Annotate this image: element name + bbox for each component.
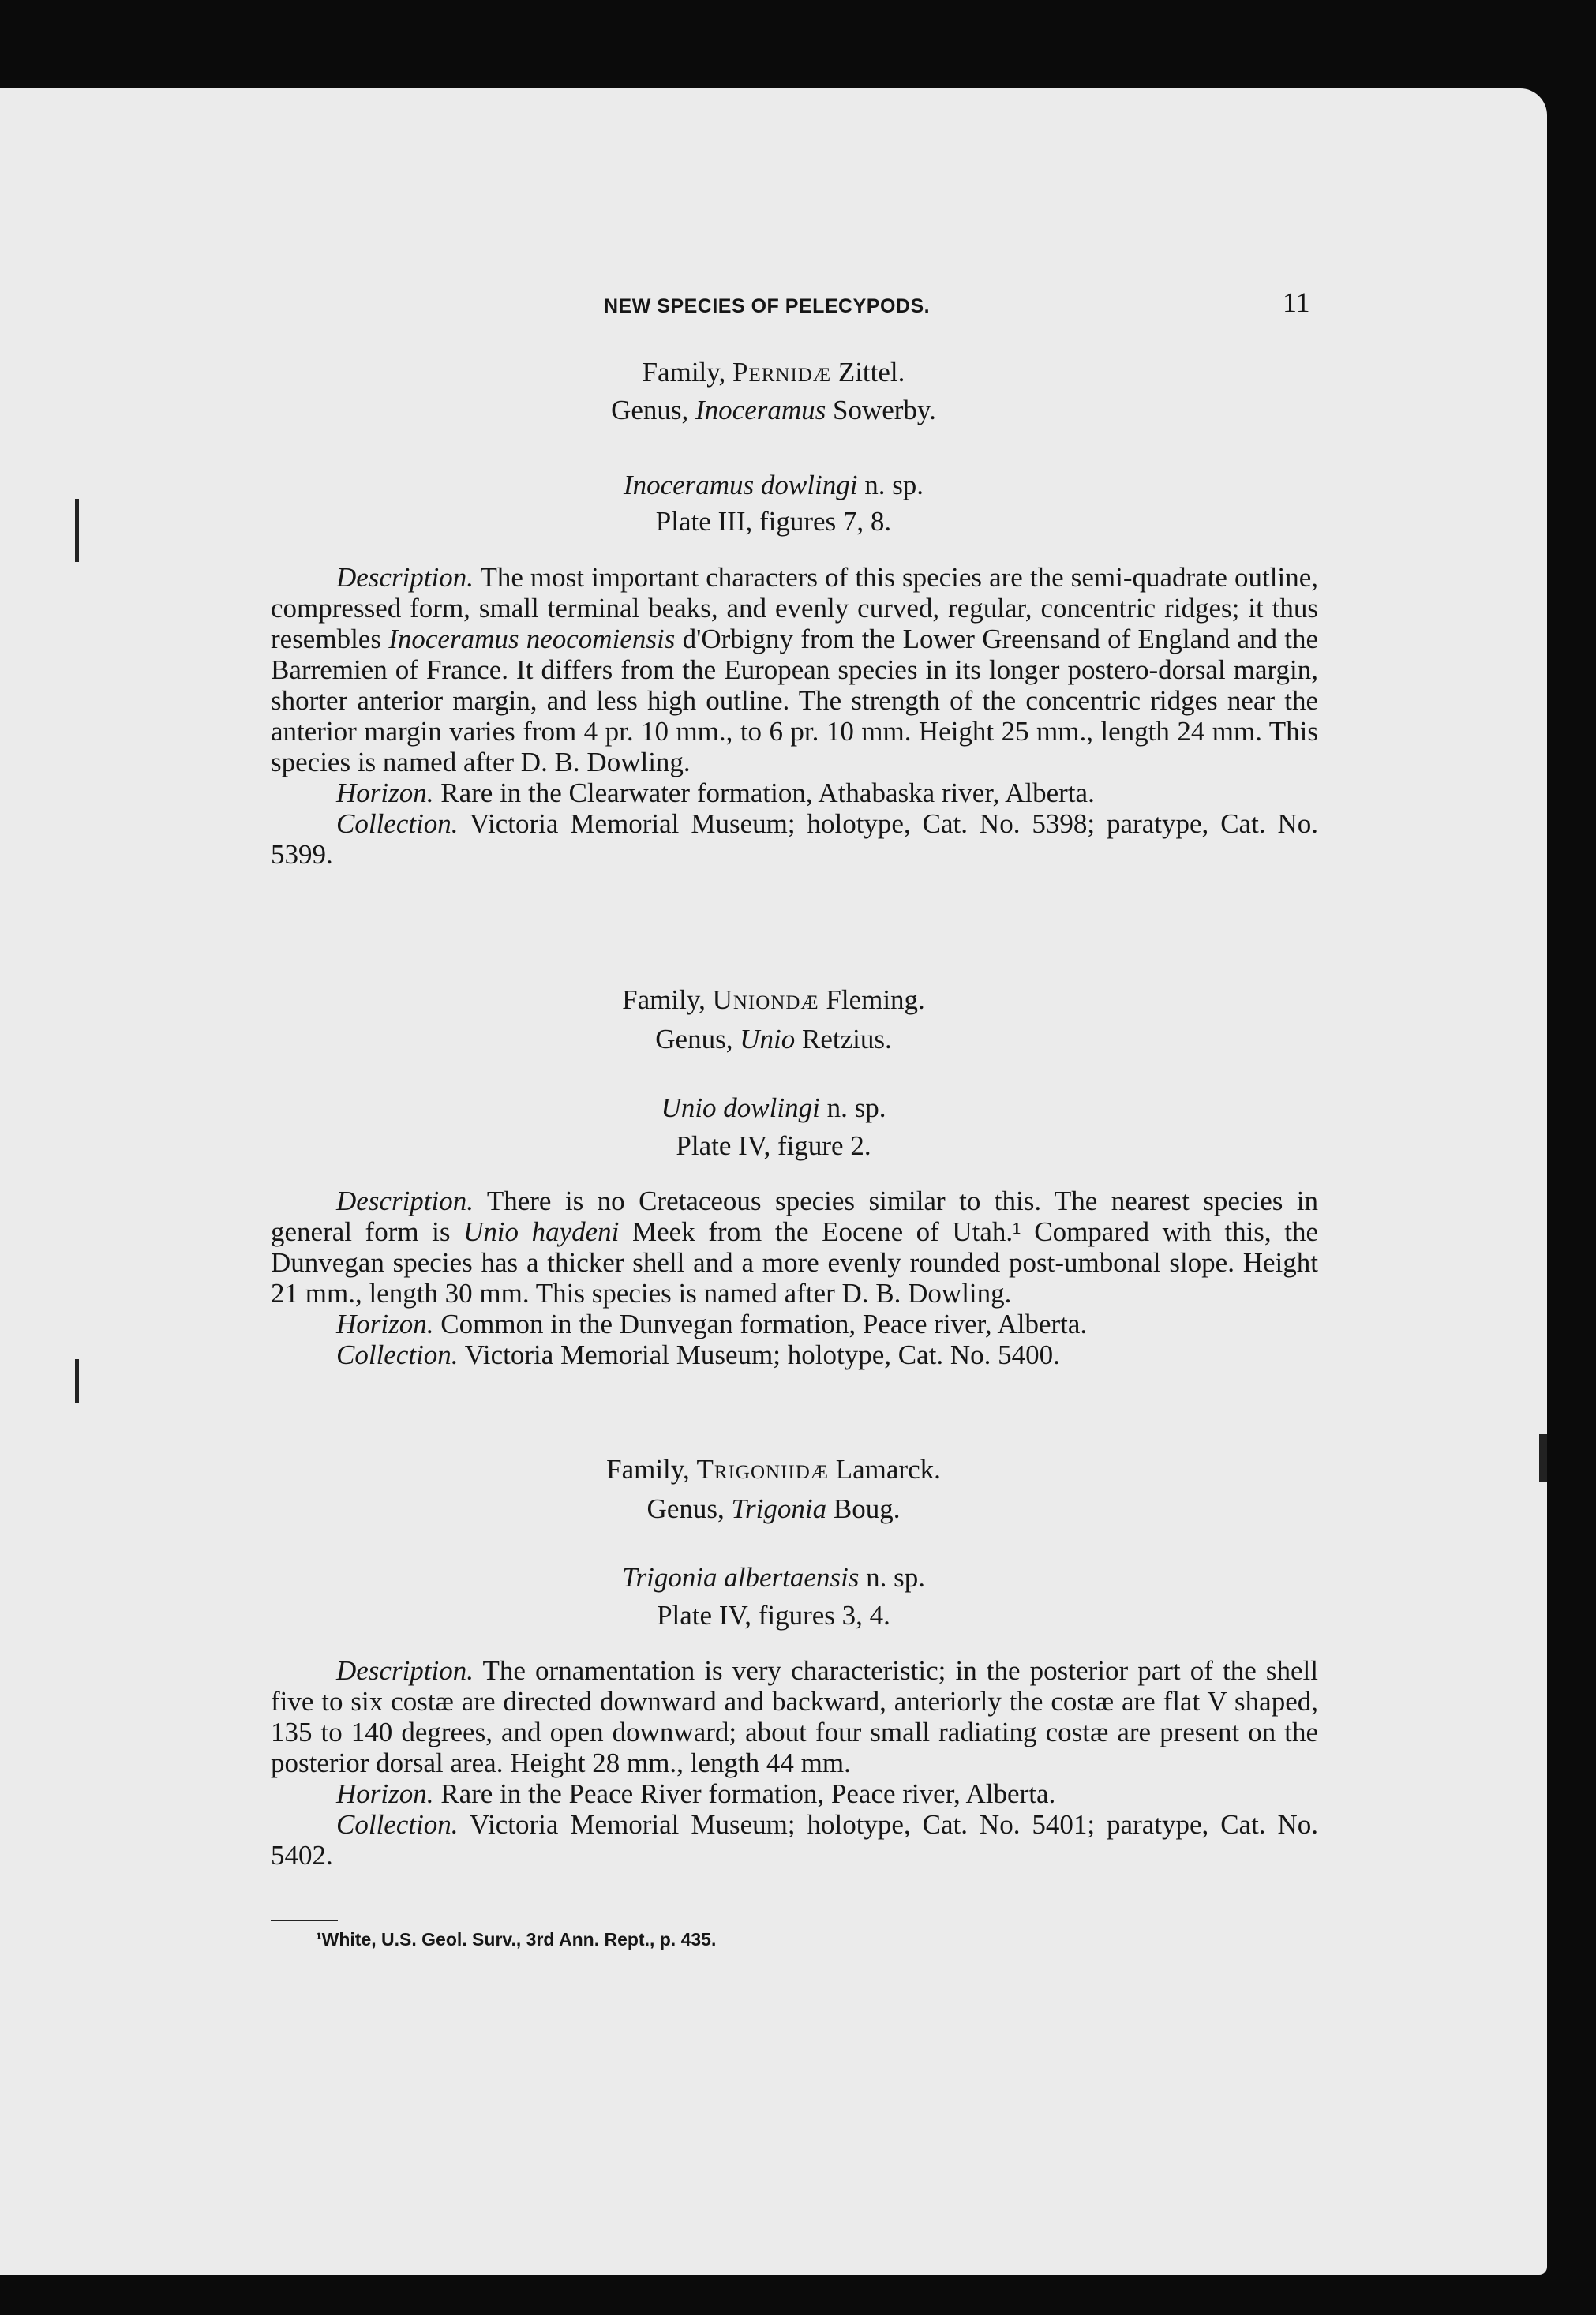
document-page [0,88,1547,2275]
family-heading-3: Family, Trigoniidæ Lamarck. [606,1454,941,1485]
genus-heading-1: Genus, Inoceramus Sowerby. [611,395,936,425]
horizon-3: Horizon. Rare in the Peace River formation, Peace river, Alberta. [336,1778,1056,1809]
page-number: 11 [1283,287,1310,318]
footnote-rule [271,1920,338,1921]
species-heading-1: Inoceramus dowlingi n. sp. [623,470,924,500]
plate-reference-2: Plate IV, figure 2. [676,1130,871,1161]
description-2: Description. There is no Cretaceous species similar to this. The nearest species in general form is Unio haydeni Meek from the Eocene of Utah.¹ Compared with this, the Dunvegan species has a thicker shell and a more evenly rounded post-umbonal slope. Height 21 mm., length 30 mm. This species is named after D. B. Dowling. Horizon. Common in the Dunvegan formation, Peace river, Alberta. Collection. Victoria Memorial Museum; holotype, Cat. No. 5400. [271,1186,1318,1370]
description-label: Description. [336,562,474,593]
description-1: Description. The most important characters of this species are the semi-quadrate outline, compressed form, small terminal beaks, and evenly curved, regular, concentric ridges; it thus resembles Inoceramus neocomiensis d'Orbigny from the Lower Greensand of England and the Barremien of France. It differs from the European species in its longer postero-dorsal margin, shorter anterior margin, and less high outline. The strength of the concentric ridges near the anterior margin varies from 4 pr. 10 mm., to 6 pr. 10 mm. Height 25 mm., length 24 mm. This species is named after D. B. Dowling. Horizon. Rare in the Clearwater formation, Athabaska river, Alberta. Collection. Victoria Memorial Museum; holotype, Cat. No. 5398; paratype, Cat. No. 5399. [271,562,1319,870]
scan-mark [75,1359,79,1403]
collection-2: Collection. Victoria Memorial Museum; holotype, Cat. No. 5400. [336,1339,1060,1370]
family-heading-2: Family, Uniondæ Fleming. [622,984,925,1015]
horizon-1: Horizon. Rare in the Clearwater formation, Athabaska river, Alberta. [336,777,1095,808]
species-heading-2: Unio dowlingi n. sp. [661,1092,886,1123]
plate-reference-3: Plate IV, figures 3, 4. [657,1600,890,1631]
scan-mark [1539,1434,1547,1482]
running-title: NEW SPECIES OF PELECYPODS. [604,295,931,317]
description-3: Description. The ornamentation is very characteristic; in the posterior part of the shell five to six costæ are directed downward and backward, anteriorly the costæ are flat V shaped, 135 to 140 degrees, and open downward; about four small radiating costæ are present on the posterior dorsal area. Height 28 mm., length 44 mm. Horizon. Rare in the Peace River formation, Peace river, Alberta. Collection. Victoria Memorial Museum; holotype, Cat. No. 5401; paratype, Cat. No. 5402. [271,1655,1319,1871]
genus-heading-2: Genus, Unio Retzius. [655,1024,892,1054]
scan-mark [75,499,79,562]
collection-3: Collection. Victoria Memorial Museum; holotype, Cat. No. 5401; paratype, Cat. No. 5402. [271,1809,1319,1871]
footnote: ¹White, U.S. Geol. Surv., 3rd Ann. Rept., p. 435. [316,1929,717,1950]
plate-reference-1: Plate III, figures 7, 8. [655,506,892,537]
family-heading-1: Family, Pernidæ Zittel. [642,357,905,388]
genus-heading-3: Genus, Trigonia Boug. [646,1493,901,1524]
horizon-2: Horizon. Common in the Dunvegan formation, Peace river, Alberta. [336,1309,1088,1339]
species-heading-3: Trigonia albertaensis n. sp. [621,1562,926,1593]
collection-1: Collection. Victoria Memorial Museum; holotype, Cat. No. 5398; paratype, Cat. No. 5399. [271,808,1319,870]
